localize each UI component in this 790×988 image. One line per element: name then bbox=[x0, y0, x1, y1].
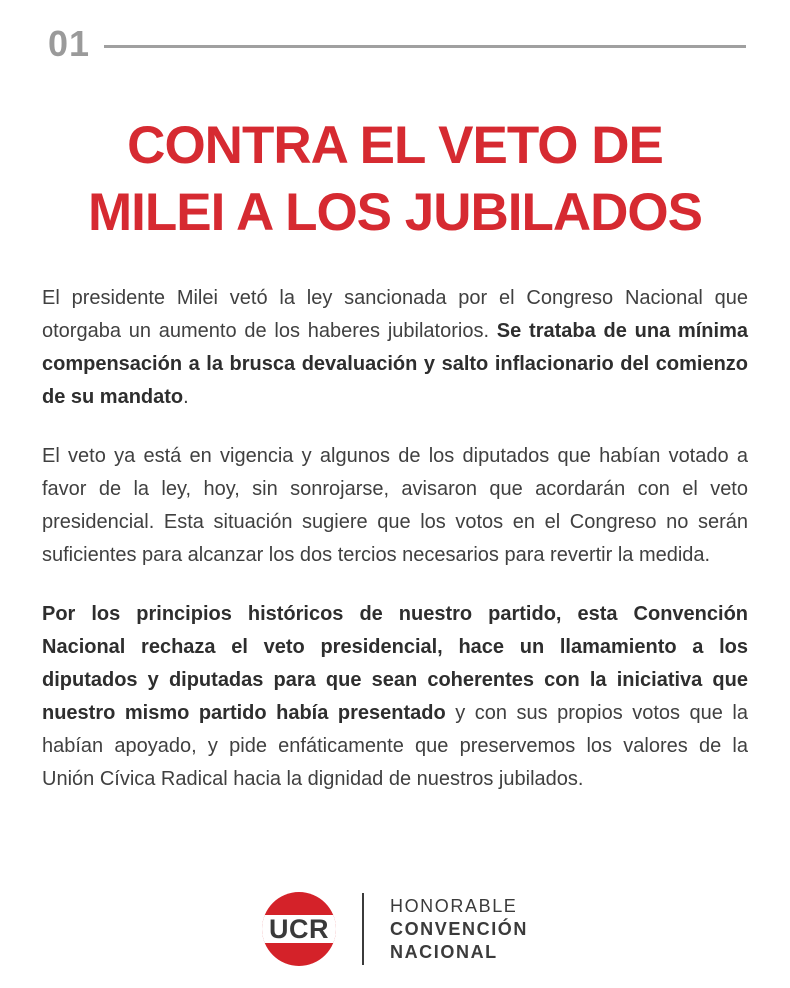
paragraph-veto-announcement bbox=[42, 282, 748, 414]
page-number: 01 bbox=[48, 23, 91, 64]
header-rule bbox=[104, 45, 746, 48]
ucr-logo bbox=[262, 892, 336, 966]
org-line-honorable: HONORABLE bbox=[389, 895, 518, 916]
org-line-convencion: CONVENCIÓN bbox=[389, 918, 528, 939]
footer bbox=[0, 892, 790, 966]
ucr-logo-text: UCR bbox=[268, 913, 329, 944]
page-title-line-2: MILEI A LOS JUBILADOS bbox=[87, 183, 703, 242]
paragraph-1-period: . bbox=[183, 386, 189, 408]
page-header bbox=[0, 0, 790, 64]
page-title bbox=[30, 112, 760, 246]
paragraph-3-text: y con sus propios votos que la habían apoyado, y pide enfáticamente que preservemos los valores de la Unión Cívica Radical hacia la dignidad de nuestros jubilados. bbox=[42, 702, 748, 790]
paragraph-veto-in-effect bbox=[42, 440, 748, 572]
footer-divider bbox=[362, 893, 364, 965]
org-line-nacional: NACIONAL bbox=[389, 941, 498, 962]
paragraph-party-position bbox=[42, 598, 748, 796]
body-content bbox=[42, 282, 748, 796]
paragraph-1-bold-text: Se trataba de una mínima compensación a la brusca devaluación y salto inflacionario del comienzo de su mandato bbox=[42, 320, 748, 408]
paragraph-1-text: El presidente Milei vetó la ley sancionada por el Congreso Nacional que otorgaba un aumento de los haberes jubilatorios. bbox=[42, 287, 748, 342]
paragraph-2-text: El veto ya está en vigencia y algunos de los diputados que habían votado a favor de la ley, hoy, sin sonrojarse, avisaron que acordarán con el veto presidencial. Esta situación sugiere que los votos en el Congreso no serán suficientes para alcanzar los dos tercios necesarios para revertir la medida. bbox=[42, 445, 748, 566]
page-title-line-1: CONTRA EL VETO DE bbox=[127, 116, 663, 175]
ucr-logo-band bbox=[262, 915, 336, 943]
footer-org-name bbox=[390, 895, 528, 964]
paragraph-3-bold-text: Por los principios históricos de nuestro partido, esta Convención Nacional rechaza el veto presidencial, hace un llamamiento a los diputados y diputadas para que sean coherentes con la iniciativa que nuestro mismo partido había presentado bbox=[42, 603, 748, 724]
